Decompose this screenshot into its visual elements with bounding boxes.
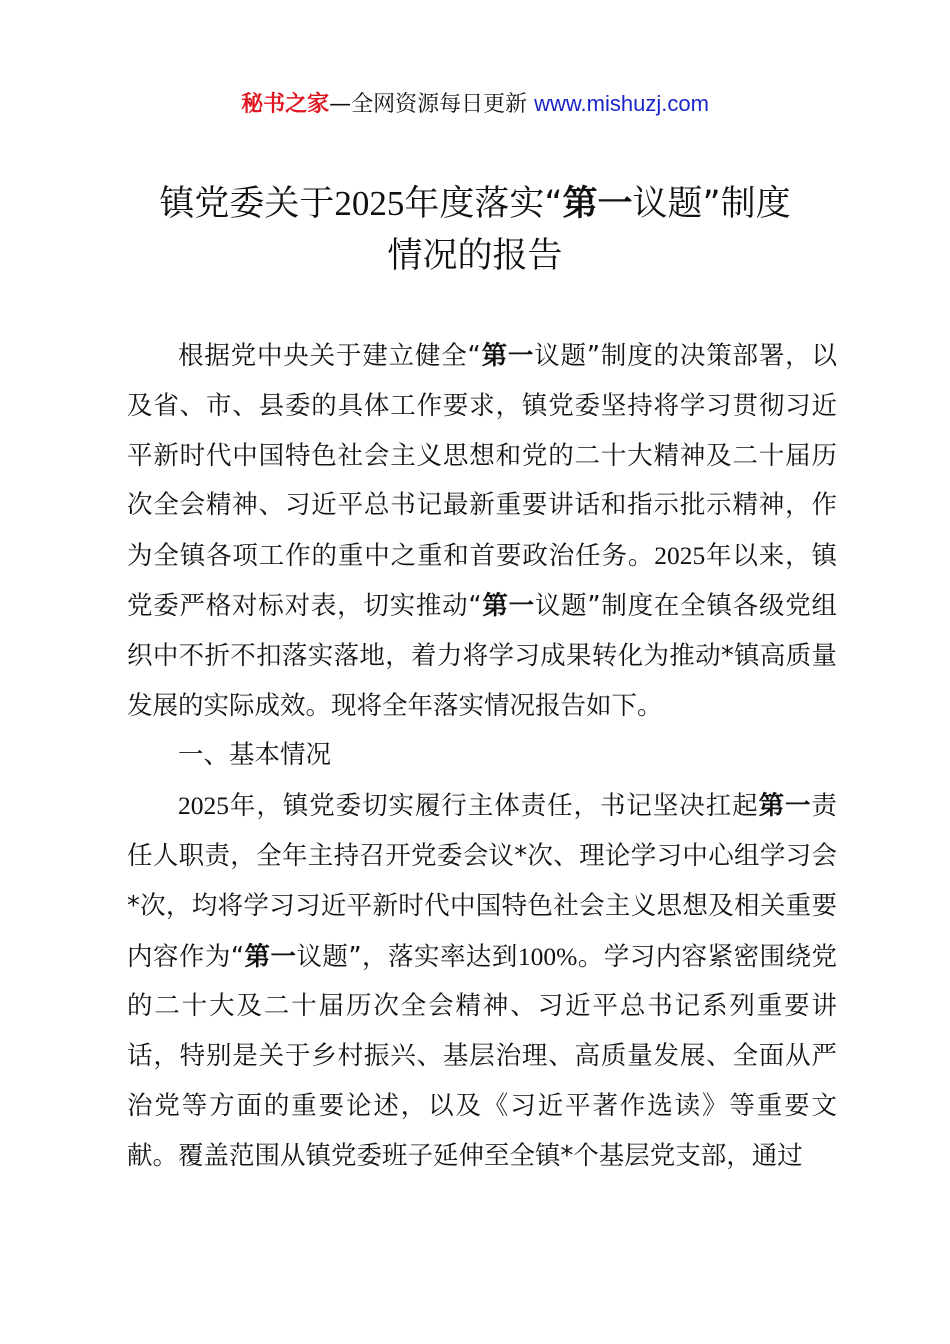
bold-term: 第一 — [481, 590, 535, 621]
bold-term: 第一 — [758, 791, 812, 822]
bold-term: 第一 — [244, 941, 297, 972]
site-banner — [0, 88, 950, 121]
title-year: 2025 — [334, 184, 405, 223]
bold-term: 第一 — [480, 341, 535, 371]
title-text: 镇党委关于 — [159, 184, 335, 224]
paragraph-text: 根据党中央关于建立健全“ — [178, 341, 481, 371]
site-url-link[interactable]: www.mishuzj.com — [534, 91, 709, 116]
year-number: 2025 — [178, 791, 229, 821]
section-heading: 一、基本情况 — [178, 740, 332, 771]
paragraph-basic-situation — [127, 781, 837, 1181]
paragraph-text: 议题”，落实率达到 — [296, 941, 518, 972]
paragraph-text: 年，镇党委切实履行主体责任，书记坚决扛起 — [229, 791, 759, 822]
paragraph-text: 年以来，镇党委严格对标对表，切实推动“ — [127, 541, 837, 621]
paragraph-text: 议题”制度的决策部署，以及省、市、县委的具体工作要求，镇党委坚持将学习贯彻习近平新时代中国特色社会主义思想和党的二十大精神及二十届历次全会精神、习近平总书记最新重要讲话和指示批示精神，作为全镇各项工作的重中之重和首要政治任务。 — [127, 341, 837, 572]
site-slogan: —全网资源每日更新 — [329, 92, 535, 117]
title-bold-text: 第一 — [562, 184, 633, 224]
site-brand-name: 秘书之家 — [241, 92, 330, 117]
title-text: 年度落实“ — [404, 184, 563, 224]
rate-number: 100% — [517, 941, 578, 971]
paragraph-text: 议题”制度在全镇各级党组织中不折不扣落实落地，着力将学习成果转化为推动*镇高质量发展的实际成效。现将全年落实情况报告如下。 — [127, 590, 837, 721]
title-text: 议题”制度 — [632, 184, 791, 224]
year-number: 2025 — [654, 541, 706, 571]
paragraph-intro — [127, 332, 837, 731]
paragraph-text: 。学习内容紧密围绕党的二十大及二十届历次全会精神、习近平总书记系列重要讲话，特别是关于乡村振兴、基层治理、高质量发展、全面从严治党等方面的重要论述，以及《习近平著作选读》等重要文献。覆盖范围从镇党委班子延伸至全镇*个基层党支部，通过 — [127, 941, 837, 1171]
document-title — [60, 178, 890, 282]
paragraph-text: 责任人职责，全年主持召开党委会议*次、理论学习中心组学习会*次，均将学习习近平新时代中国特色社会主义思想及相关重要内容作为“ — [127, 791, 837, 972]
document-body — [127, 332, 837, 1182]
title-text-line2: 情况的报告 — [387, 236, 563, 276]
